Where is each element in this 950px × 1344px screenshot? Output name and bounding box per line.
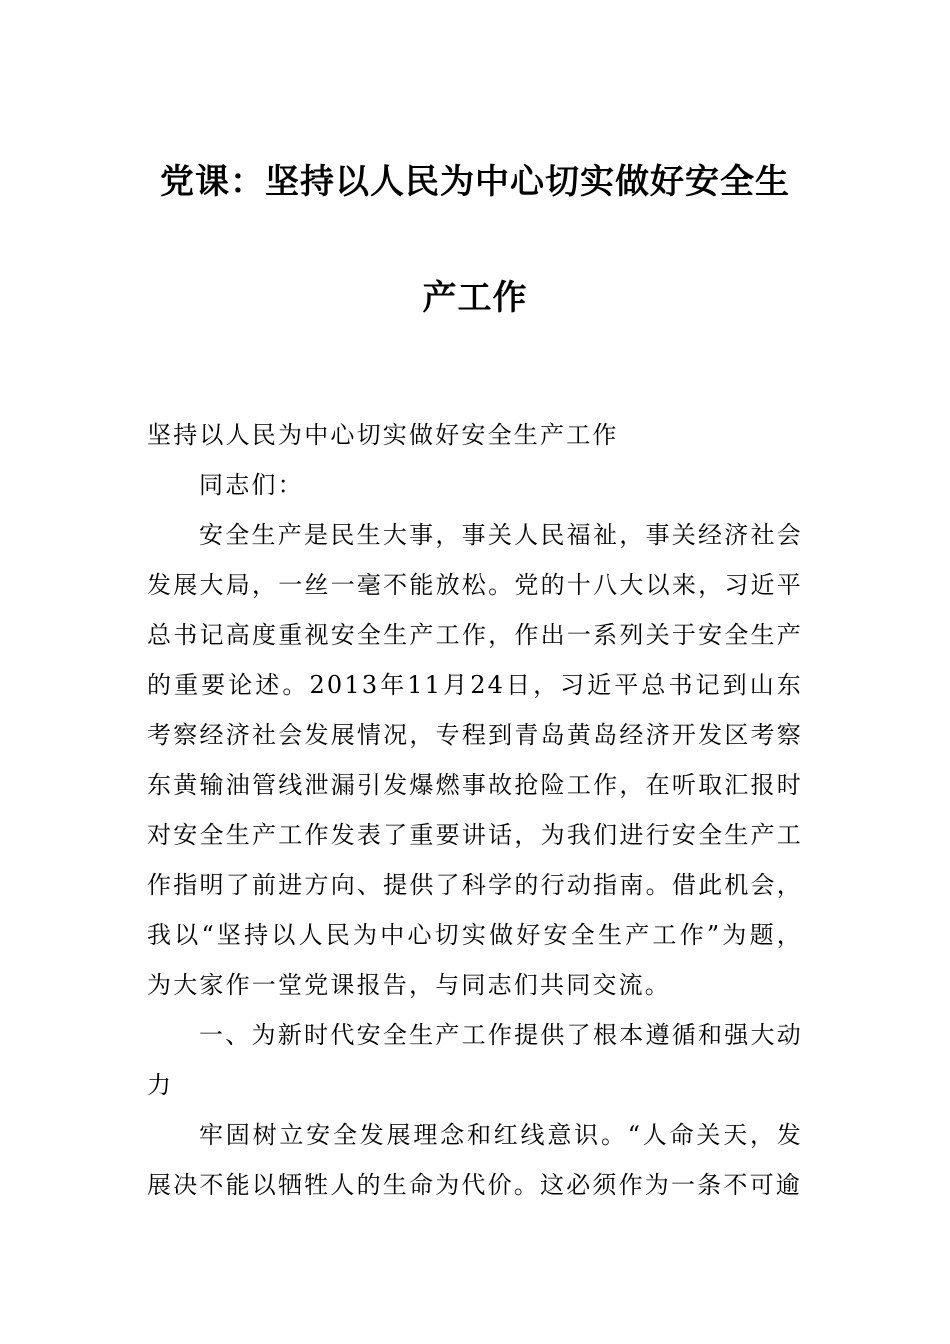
body-paragraph: 牢固树立安全发展理念和红线意识。“人命关天，发展决不能以牺牲人的生命为代价。这必须作为一条不可逾 (147, 1121, 803, 1199)
section-heading-1: 一、为新时代安全生产工作提供了根本遵循和强大动力 (147, 1021, 803, 1099)
subtitle-paragraph: 坚持以人民为中心切实做好安全生产工作 (147, 421, 619, 449)
document-body (147, 410, 803, 1210)
salutation-paragraph: 同志们： (199, 471, 304, 499)
document-title-line-1: 党课：坚持以人民为中心切实做好安全生 (160, 162, 790, 202)
document-title-line-2: 产工作 (422, 278, 528, 318)
intro-paragraph: 安全生产是民生大事，事关人民福祉，事关经济社会发展大局，一丝一毫不能放松。党的十八大以来，习近平总书记高度重视安全生产工作，作出一系列关于安全生产的重要论述。2013年11月24日，习近平总书记到山东考察经济社会发展情况，专程到青岛黄岛经济开发区考察东黄输油管线泄漏引发爆燃事故抢险工作，在听取汇报时对安全生产工作发表了重要讲话，为我们进行安全生产工作指明了前进方向、提供了科学的行动指南。借此机会，我以“坚持以人民为中心切实做好安全生产工作”为题，为大家作一堂党课报告，与同志们共同交流。 (147, 521, 803, 999)
